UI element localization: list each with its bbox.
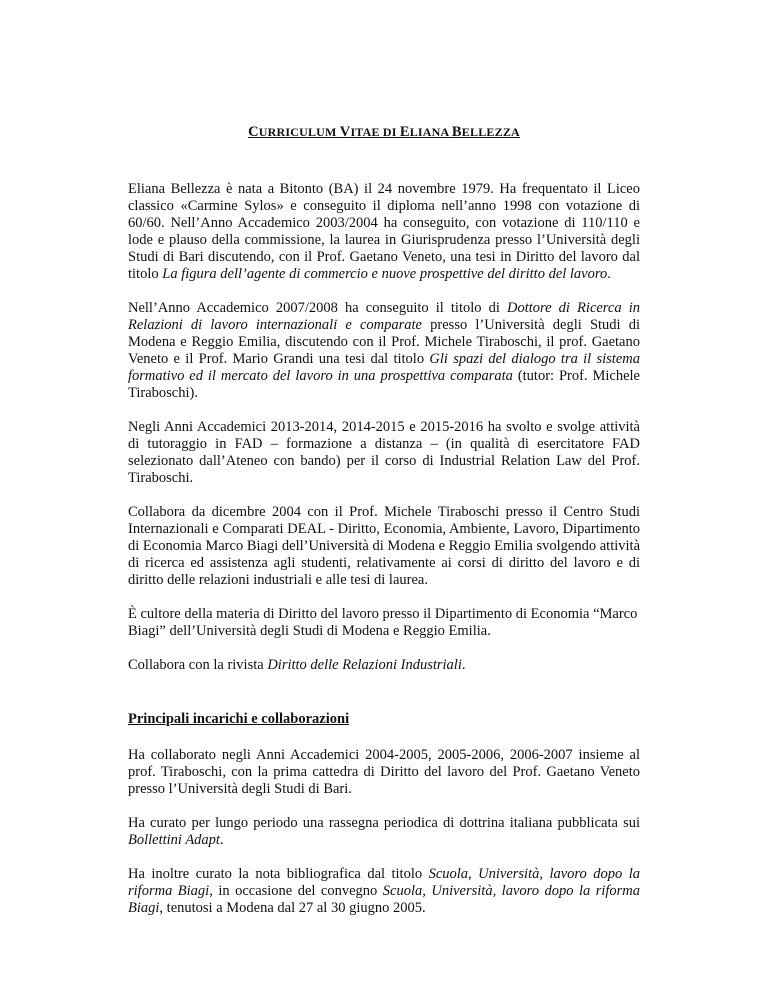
paragraph-review: Ha curato per lungo periodo una rassegna periodica di dottrina italiana pubblicata sui Bollettini Adapt. xyxy=(128,815,640,848)
paragraph-collaboration: Collabora da dicembre 2004 con il Prof. Michele Tiraboschi presso il Centro Studi Internazionali e Comparati DEAL - Diritto, Economia, Ambiente, Lavoro, Dipartimento di Economia Marco Biagi dell’Università di Modena e Reggio Emilia svolgendo attività di ricerca ed assistenza agli studenti, relativamente ai corsi di diritto del lavoro e di diritto delle relazioni industriali e alle tesi di laurea. xyxy=(128,504,640,588)
section-heading: Principali incarichi e collaborazioni xyxy=(128,711,350,727)
paragraph-teaching: Ha collaborato negli Anni Accademici 2004-2005, 2005-2006, 2006-2007 insieme al prof. Tiraboschi, con la prima cattedra di Diritto del lavoro del Prof. Gaetano Veneto presso l’Università degli Studi di Bari. xyxy=(128,747,640,797)
paragraph-biography: Eliana Bellezza è nata a Bitonto (BA) il 24 novembre 1979. Ha frequentato il Liceo classico «Carmine Sylos» e conseguito il diploma nell’anno 1998 con votazione di 60/60. Nell’Anno Accademico 2003/2004 ha conseguito, con votazione di 110/110 e lode e plauso della commissione, la laurea in Giurisprudenza presso l’Università degli Studi di Bari discutendo, con il Prof. Gaetano Veneto, una tesi in Diritto del lavoro dal titolo La figura dell’agente di commercio e nuove prospettive del diritto del lavoro. xyxy=(128,181,640,282)
paragraph-cultore: È cultore della materia di Diritto del lavoro presso il Dipartimento di Economia “Marco Biagi” dell’Università degli Studi di Modena e Reggio Emilia. xyxy=(128,606,638,639)
document-title: CURRICULUM VITAE DI ELIANA BELLEZZA xyxy=(248,124,520,140)
paragraph-tutoring: Negli Anni Accademici 2013-2014, 2014-2015 e 2015-2016 ha svolto e svolge attività di tutoraggio in FAD – formazione a distanza – (in qualità di esercitatore FAD selezionato dall’Ateneo con bando) per il corso di Industrial Relation Law del Prof. Tiraboschi. xyxy=(128,419,640,486)
paragraph-bibliography: Ha inoltre curato la nota bibliografica dal titolo Scuola, Università, lavoro dopo la riforma Biagi, in occasione del convegno Scuola, Università, lavoro dopo la riforma Biagi, tenutosi a Modena dal 27 al 30 giugno 2005. xyxy=(128,866,641,916)
paragraph-doctorate: Nell’Anno Accademico 2007/2008 ha conseguito il titolo di Dottore di Ricerca in Relazioni di lavoro internazionali e comparate presso l’Università degli Studi di Modena e Reggio Emilia, discutendo con il Prof. Michele Tiraboschi, il prof. Gaetano Veneto e il Prof. Mario Grandi una tesi dal titolo Gli spazi del dialogo tra il sistema formativo ed il mercato del lavoro in una prospettiva comparata (tutor: Prof. Michele Tiraboschi). xyxy=(128,300,641,401)
document-page xyxy=(128,124,640,934)
paragraph-journal: Collabora con la rivista Diritto delle Relazioni Industriali. xyxy=(128,657,466,673)
